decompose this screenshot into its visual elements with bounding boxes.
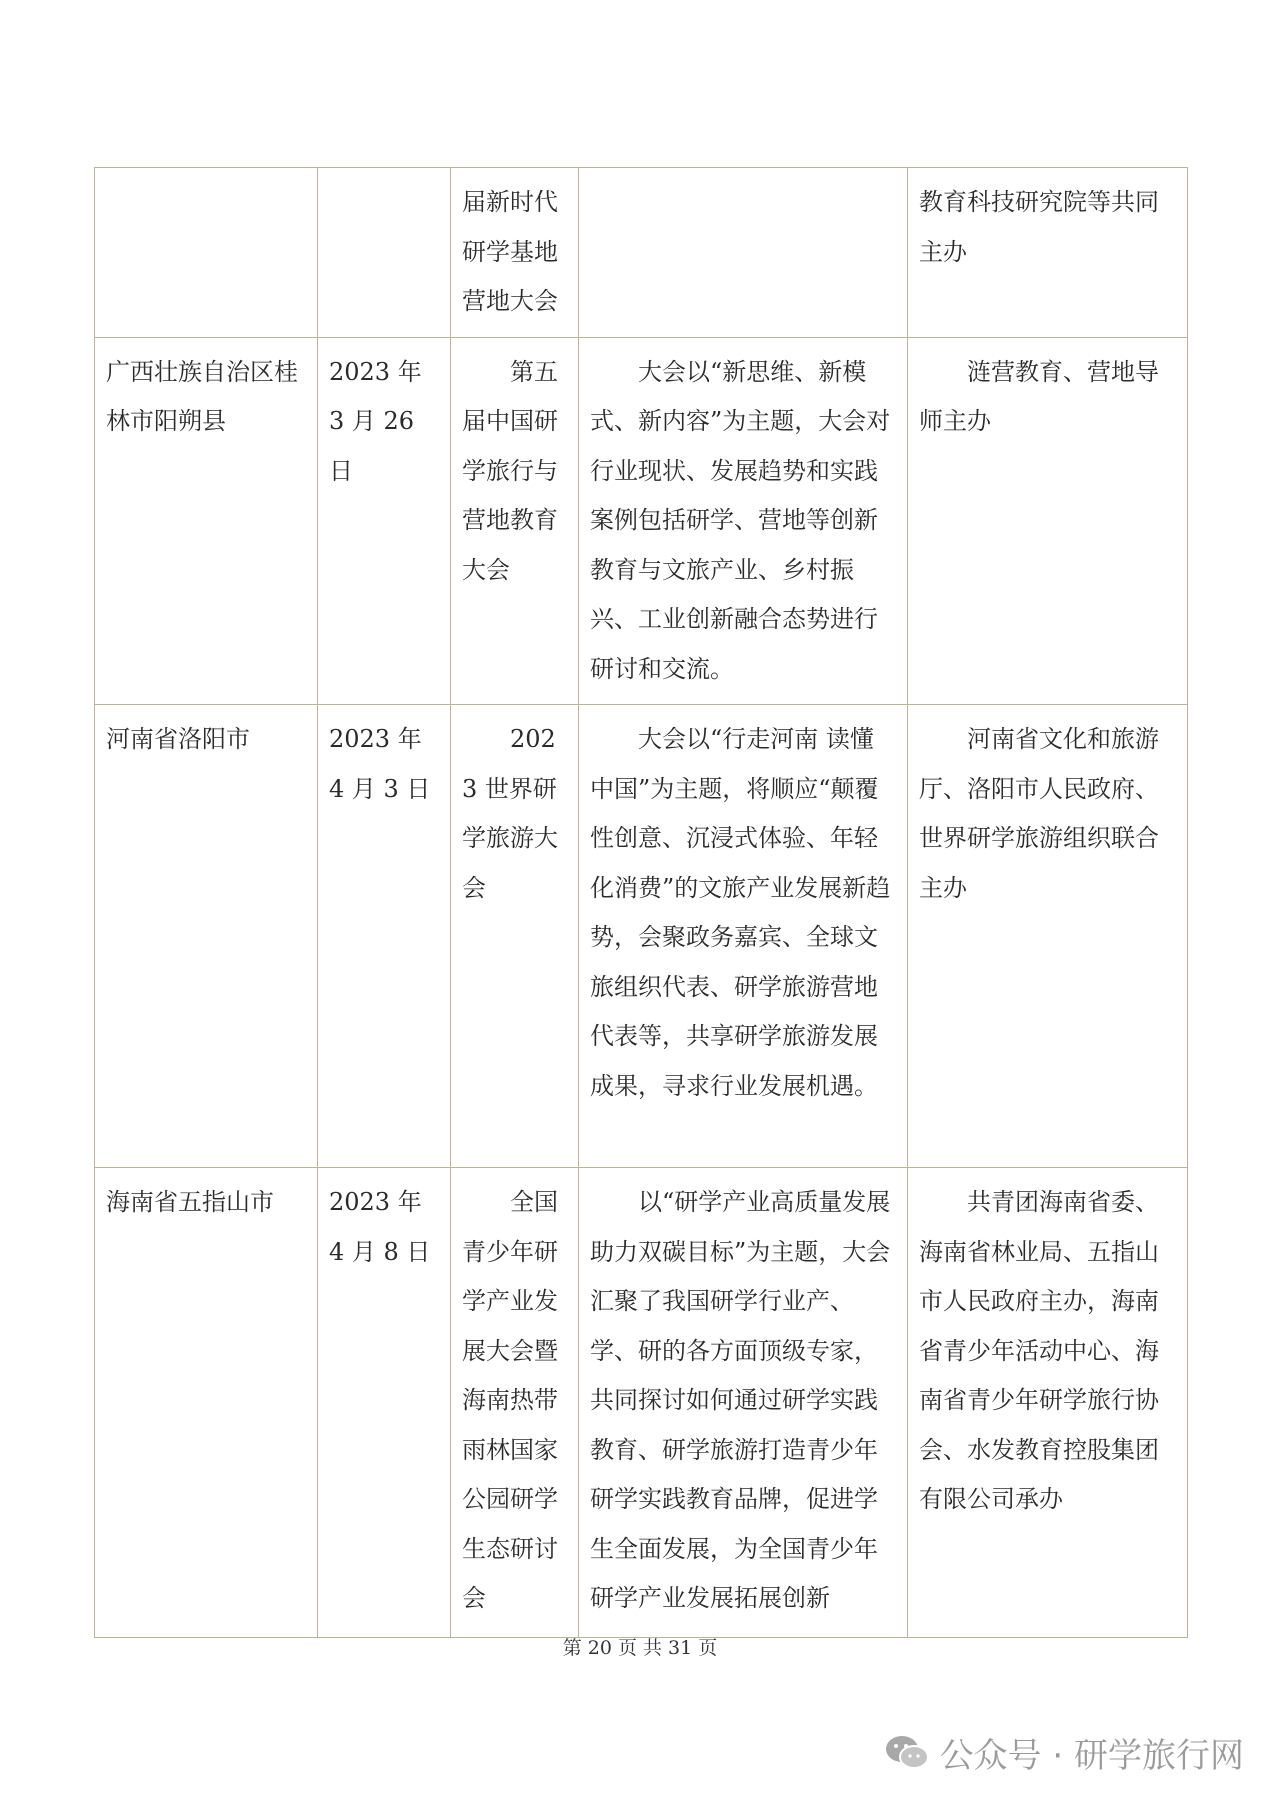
location-cell: [95, 168, 318, 338]
event-name-cell: 2023 世界研学旅游大会: [451, 705, 579, 1168]
location-cell: 海南省五指山市: [95, 1168, 318, 1638]
organizer-cell: 教育科技研究院等共同主办: [908, 168, 1188, 338]
event-name-cell: 届新时代研学基地营地大会: [451, 168, 579, 338]
description-cell: 大会以“行走河南 读懂中国”为主题，将顺应“颠覆性创意、沉浸式体验、年轻化消费”的文旅产业发展新趋势，会聚政务嘉宾、全球文旅组织代表、研学旅游营地代表等，共享研学旅游发展成果，寻求行业发展机遇。: [579, 705, 908, 1168]
event-name-cell: 第五届中国研学旅行与营地教育大会: [451, 337, 579, 705]
wechat-icon: [884, 1733, 930, 1773]
organizer-cell: 河南省文化和旅游厅、洛阳市人民政府、世界研学旅游组织联合主办: [908, 705, 1188, 1168]
description-cell: [579, 168, 908, 338]
description-cell: 大会以“新思维、新模式、新内容”为主题，大会对行业现状、发展趋势和实践案例包括研学、营地等创新教育与文旅产业、乡村振兴、工业创新融合态势进行研讨和交流。: [579, 337, 908, 705]
organizer-cell: 共青团海南省委、海南省林业局、五指山市人民政府主办，海南省青少年活动中心、海南省青少年研学旅行协会、水发教育控股集团有限公司承办: [908, 1168, 1188, 1638]
watermark: [884, 1728, 1244, 1777]
organizer-cell: 涟营教育、营地导师主办: [908, 337, 1188, 705]
table-row: [95, 1168, 1188, 1638]
location-cell: 广西壮族自治区桂林市阳朔县: [95, 337, 318, 705]
table-row: [95, 337, 1188, 705]
table-row: [95, 705, 1188, 1168]
date-cell: 2023 年 3 月 26 日: [318, 337, 451, 705]
page-number-text: 第 20 页 共 31 页: [562, 1637, 718, 1659]
date-cell: [318, 168, 451, 338]
location-cell: 河南省洛阳市: [95, 705, 318, 1168]
date-cell: 2023 年 4 月 3 日: [318, 705, 451, 1168]
table-row: [95, 168, 1188, 338]
description-cell: 以“研学产业高质量发展助力双碳目标”为主题，大会汇聚了我国研学行业产、学、研的各方面顶级专家，共同探讨如何通过研学实践教育、研学旅游打造青少年研学实践教育品牌，促进学生全面发展，为全国青少年研学产业发展拓展创新: [579, 1168, 908, 1638]
date-cell: 2023 年 4 月 8 日: [318, 1168, 451, 1638]
event-name-cell: 全国青少年研学产业发展大会暨海南热带雨林国家公园研学生态研讨会: [451, 1168, 579, 1638]
page-number-footer: [0, 1633, 1280, 1660]
watermark-text: 公众号 · 研学旅行网: [939, 1736, 1244, 1776]
events-table: [94, 167, 1188, 1638]
